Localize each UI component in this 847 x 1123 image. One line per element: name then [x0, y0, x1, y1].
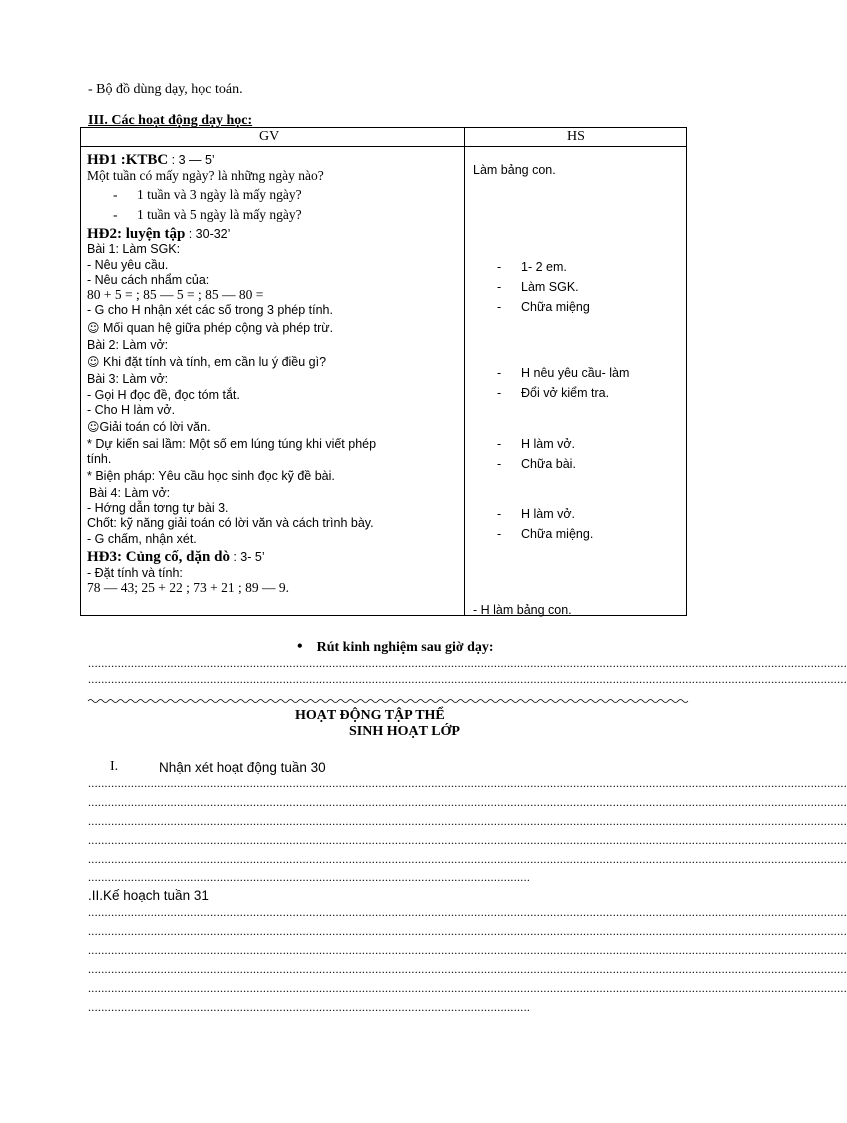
hs-response: - H nêu yêu cầu- làm: [497, 366, 630, 380]
hd3-heading: HĐ3: Củng cố, dặn dò : 3- 5’: [87, 549, 265, 565]
hd1-heading: HĐ1 :KTBC : 3 — 5’: [87, 152, 215, 168]
bai4-line: Chốt: kỹ năng giải toán có lời văn và cách trình bày.: [87, 516, 374, 530]
section-title: III. Các hoạt động dạy học:: [88, 113, 253, 128]
hs-response: - 1- 2 em.: [497, 260, 567, 274]
bai1-line: - Nêu cách nhẩm của:: [87, 273, 210, 287]
dotted-line: ......................................................................................................................................................................................................................................: [88, 833, 847, 847]
smiley-icon: ☺: [87, 355, 100, 369]
hs-response: - Chữa bài.: [497, 457, 576, 471]
bai4-label: Bài 4: Làm vở:: [89, 486, 171, 500]
activity-title: HOẠT ĐỘNG TẬP THỂ: [295, 708, 445, 723]
activity-subtitle: SINH HOẠT LỚP: [349, 724, 460, 739]
dotted-line: ......................................................................................................................................................................................................................................: [88, 672, 847, 686]
question: Một tuần có mấy ngày? là những ngày nào?: [87, 168, 324, 183]
list-item: - 1 tuần và 3 ngày là mấy ngày?: [113, 187, 302, 202]
hs-response: - H làm bảng con.: [473, 603, 572, 617]
bai1-label: Bài 1: Làm SGK:: [87, 242, 181, 256]
bai1-note: ☺ Mối quan hệ giữa phép cộng và phép trừ.: [87, 321, 334, 335]
column-header-hs: HS: [567, 129, 585, 144]
smiley-icon: ☺: [87, 420, 100, 434]
dotted-line: ......................................................................................................................................................................................................................................: [88, 852, 847, 866]
dotted-line: ......................................................................................................................................................................................................................................: [88, 981, 847, 995]
bai3-note: ☺Giải toán có lời văn.: [87, 420, 211, 434]
list-item: - 1 tuần và 5 ngày là mấy ngày?: [113, 207, 302, 222]
dotted-line: ......................................................................................................................................................................................................................................: [88, 943, 847, 957]
bai3-line: - Cho H làm vở.: [87, 403, 176, 417]
bai3-label: Bài 3: Làm vở:: [87, 372, 169, 386]
hd2-heading: HĐ2: luyện tập : 30-32’: [87, 226, 231, 242]
bai3-line: tính.: [87, 452, 112, 466]
hd3-line: - Đặt tính và tính:: [87, 566, 183, 580]
bai3-line: * Biện pháp: Yêu cầu học sinh đọc kỹ đề bài.: [87, 469, 335, 483]
section-2-title: .II.Kế hoạch tuần 31: [88, 888, 209, 903]
column-header-gv: GV: [259, 129, 280, 144]
hs-response: - H làm vở.: [497, 437, 576, 451]
dotted-line: ......................................................................................................................................................................................................................................: [88, 905, 847, 919]
dotted-line: ......................................................................................................................................................................................................................................: [88, 656, 847, 670]
hs-response: - Làm SGK.: [497, 280, 579, 294]
bai1-line: - Nêu yêu cầu.: [87, 258, 169, 272]
hs-response: - H làm vở.: [497, 507, 576, 521]
bai1-expressions: 80 + 5 = ; 85 — 5 = ; 85 — 80 =: [87, 287, 264, 302]
intro-line: - Bộ đồ dùng dạy, học toán.: [88, 82, 243, 97]
dotted-line: ......................................................................................................................................................................................................................................: [88, 814, 847, 828]
section-1-number: I.: [110, 759, 119, 774]
bullet-icon: •: [297, 638, 303, 655]
bai3-line: * Dự kiến sai lầm: Một số em lúng túng khi viết phép: [87, 437, 377, 451]
dotted-line: ......................................................................................................................................................................................................................................: [88, 924, 847, 938]
section-1-title: Nhận xét hoạt động tuần 30: [159, 760, 326, 775]
smiley-icon: ☺: [87, 321, 100, 335]
hs-response: - Chữa miệng: [497, 300, 590, 314]
hs-response: Làm bảng con.: [473, 163, 556, 177]
bai4-line: - G chấm, nhận xét.: [87, 532, 197, 546]
dotted-line: ......................................................................................................................................................................................................................................: [88, 962, 847, 976]
bai3-line: - Gọi H đọc đề, đọc tóm tắt.: [87, 388, 240, 402]
hs-response: - Chữa miệng.: [497, 527, 594, 541]
bai4-line: - Hớng dẫn tơng tự bài 3.: [87, 501, 229, 515]
dotted-line: ......................................................................................................................................................................................................................................: [88, 795, 847, 809]
hs-response: - Đổi vở kiểm tra.: [497, 386, 610, 400]
hd3-expressions: 78 — 43; 25 + 22 ; 73 + 21 ; 89 — 9.: [87, 580, 289, 595]
bai2-note: ☺ Khi đặt tính và tính, em cần lu ý điều gì?: [87, 355, 327, 369]
dotted-line: ......................................................................................................................................................................................................................................: [88, 776, 847, 790]
bai1-line: - G cho H nhận xét các số trong 3 phép tính.: [87, 303, 333, 317]
wavy-divider: [88, 697, 733, 705]
lesson-table: [80, 127, 687, 616]
bai2-label: Bài 2: Làm vở:: [87, 338, 169, 352]
dotted-line: ......................................................................................................................................: [88, 1000, 531, 1014]
reflection-heading: • Rút kinh nghiệm sau giờ dạy:: [297, 638, 494, 655]
dotted-line: ......................................................................................................................................: [88, 870, 531, 884]
